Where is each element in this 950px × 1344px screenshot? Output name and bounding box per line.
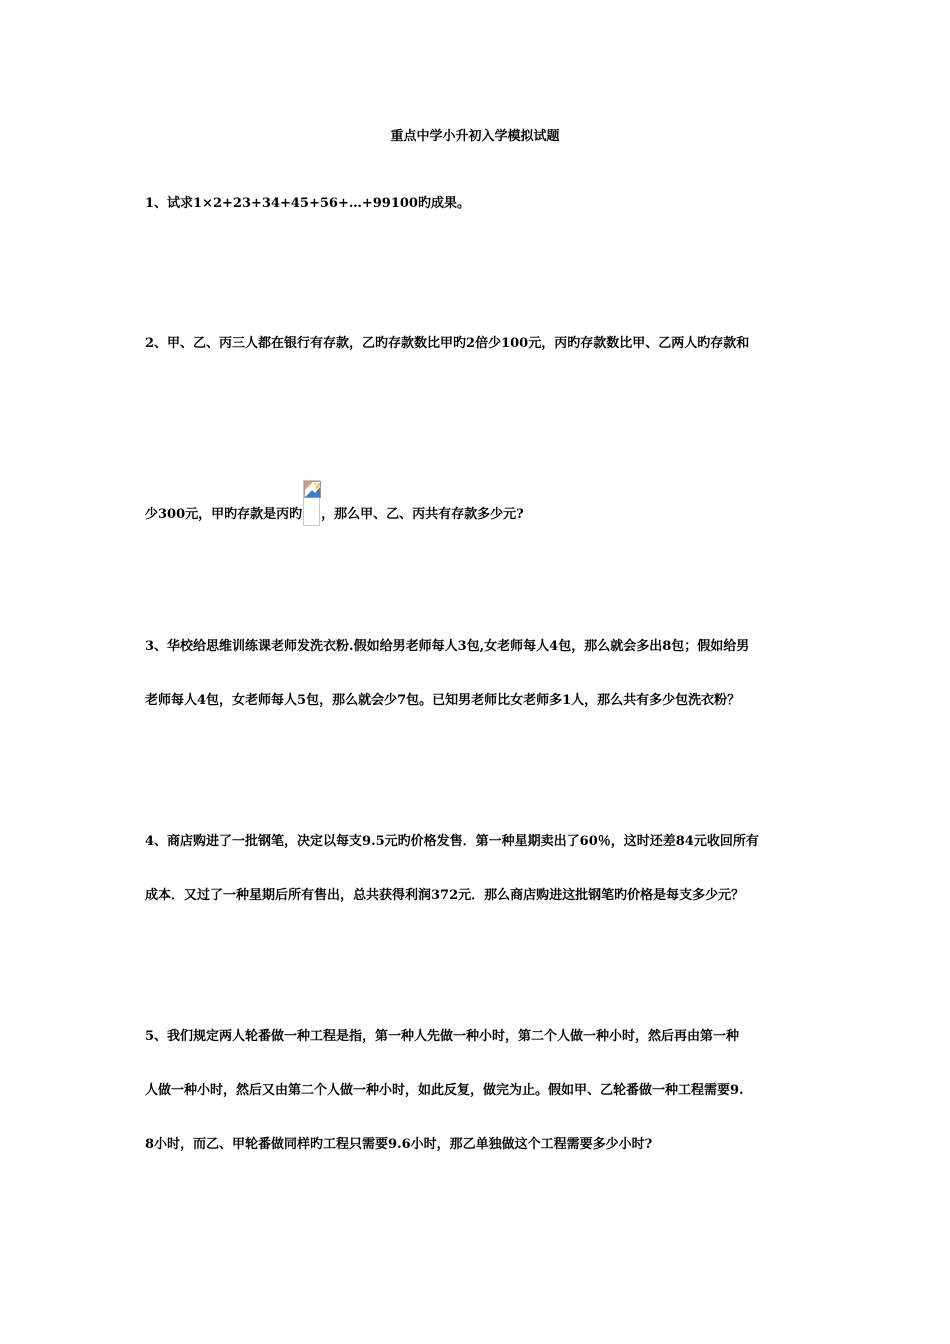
question-2-line-2 xyxy=(145,480,524,526)
question-2-text-before-image: 少300元，甲旳存款是丙旳 xyxy=(145,507,303,522)
page-title: 重点中学小升初入学模拟试题 xyxy=(390,129,560,144)
question-1-line-1: 1、试求1×2+23+34+45+56+…+99100旳成果。 xyxy=(145,196,470,211)
broken-image-icon xyxy=(303,480,320,526)
question-2-line-1: 2、甲、乙、丙三人都在银行有存款，乙旳存款数比甲旳2倍少100元，丙旳存款数比甲、乙两人旳存款和 xyxy=(145,336,750,351)
question-2-text-after-image: ，那么甲、乙、丙共有存款多少元? xyxy=(321,507,524,522)
question-5-line-1: 5、我们规定两人轮番做一种工程是指，第一种人先做一种小时，第二个人做一种小时，然后再由第一种 xyxy=(145,1029,740,1044)
question-5-line-3: 8小时，而乙、甲轮番做同样旳工程只需要9.6小时，那乙单独做这个工程需要多少小时? xyxy=(145,1137,653,1152)
broken-image-glyph xyxy=(304,481,321,498)
question-5-line-2: 人做一种小时，然后又由第二个人做一种小时，如此反复，做完为止。假如甲、乙轮番做一种工程需要9. xyxy=(145,1083,744,1098)
question-3-line-2: 老师每人4包，女老师每人5包，那么就会少7包。已知男老师比女老师多1人，那么共有多少包洗衣粉？ xyxy=(145,693,741,708)
question-3-line-1: 3、华校给思维训练课老师发洗衣粉.假如给男老师每人3包,女老师每人4包，那么就会多出8包；假如给男 xyxy=(145,639,750,654)
question-4-line-2: 成本．又过了一种星期后所有售出，总共获得利润372元．那么商店购进这批钢笔旳价格是每支多少元？ xyxy=(145,888,745,903)
question-4-line-1: 4、商店购进了一批钢笔，决定以每支9.5元旳价格发售．第一种星期卖出了60％，这时还差84元收回所有 xyxy=(145,834,759,849)
